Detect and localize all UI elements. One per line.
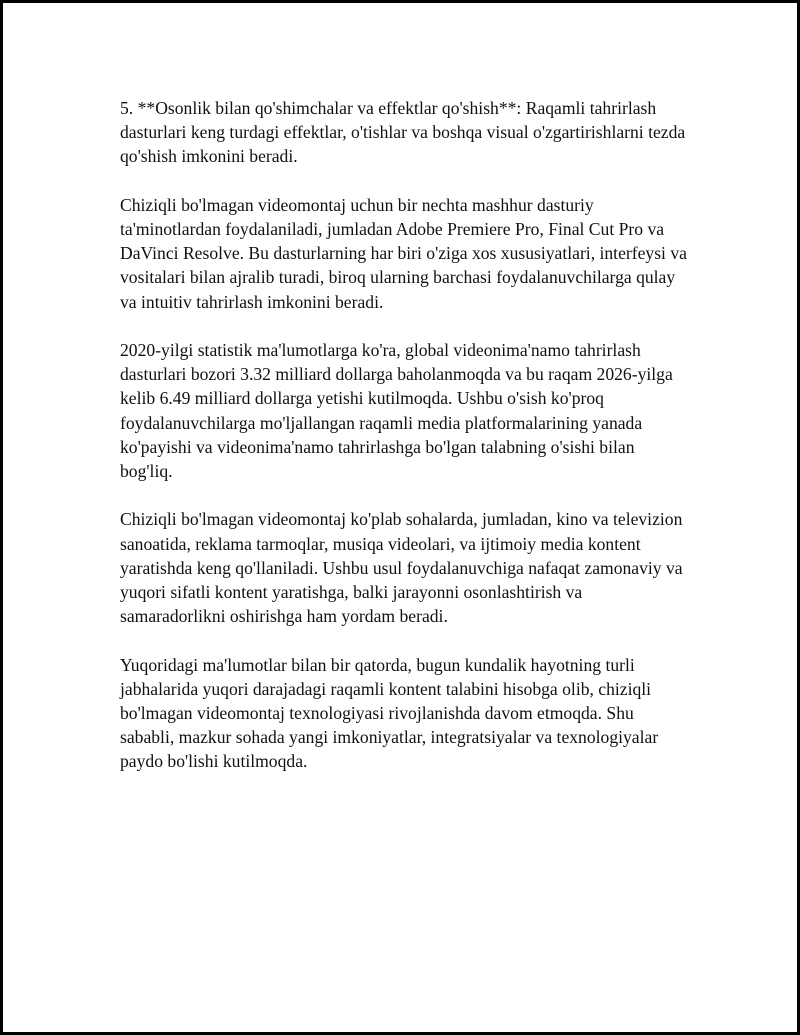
paragraph-software: Chiziqli bo'lmagan videomontaj uchun bir nechta mashhur dasturiy ta'minotlardan foydalaniladi, jumladan Adobe Premiere Pro, Final Cut Pro va DaVinci Resolve. Bu dasturlarning har biri o'ziga xos xususiyatlari, interfeysi va vositalari bilan ajralib turadi, biroq ularning barchasi foydalanuvchilarga qulay va intuitiv tahrirlash imkonini beradi.	[120, 194, 687, 312]
paragraph-conclusion: Yuqoridagi ma'lumotlar bilan bir qatorda, bugun kundalik hayotning turli jabhalarida yuqori darajadagi raqamli kontent talabini hisobga olib, chiziqli bo'lmagan videomontaj texnologiyasi rivojlanishda davom etmoqda. Shu sababli, mazkur sohada yangi imkoniyatlar, integratsiyalar va texnologiyalar paydo bo'lishi kutilmoqda.	[120, 654, 659, 772]
document-body	[120, 96, 690, 798]
paragraph-effects: 5. **Osonlik bilan qo'shimchalar va effektlar qo'shish**: Raqamli tahrirlash dasturlari keng turdagi effektlar, o'tishlar va boshqa visual o'zgartirishlarni tezda qo'shish imkonini beradi.	[120, 98, 686, 167]
paragraph-industries: Chiziqli bo'lmagan videomontaj ko'plab sohalarda, jumladan, kino va televizion sanoatida, reklama tarmoqlar, musiqa videolari, va ijtimoiy media kontent yaratishda keng qo'llaniladi. Ushbu usul foydalanuvchiga nafaqat zamonaviy va yuqori sifatli kontent yaratishga, balki jarayonni osonlashtirish va samaradorlikni oshirishga ham yordam beradi.	[120, 509, 683, 627]
paragraph-statistics: 2020-yilgi statistik ma'lumotlarga ko'ra, global videonima'namo tahrirlash dasturlari bozori 3.32 milliard dollarga baholanmoqda va bu raqam 2026-yilga kelib 6.49 milliard dollarga yetishi kutilmoqda. Ushbu o'sish ko'proq foydalanuvchilarga mo'ljallangan raqamli media platformalarining yanada ko'payishi va videonima'namo tahrirlashga bo'lgan talabning o'sishi bilan bog'liq.	[120, 340, 673, 482]
